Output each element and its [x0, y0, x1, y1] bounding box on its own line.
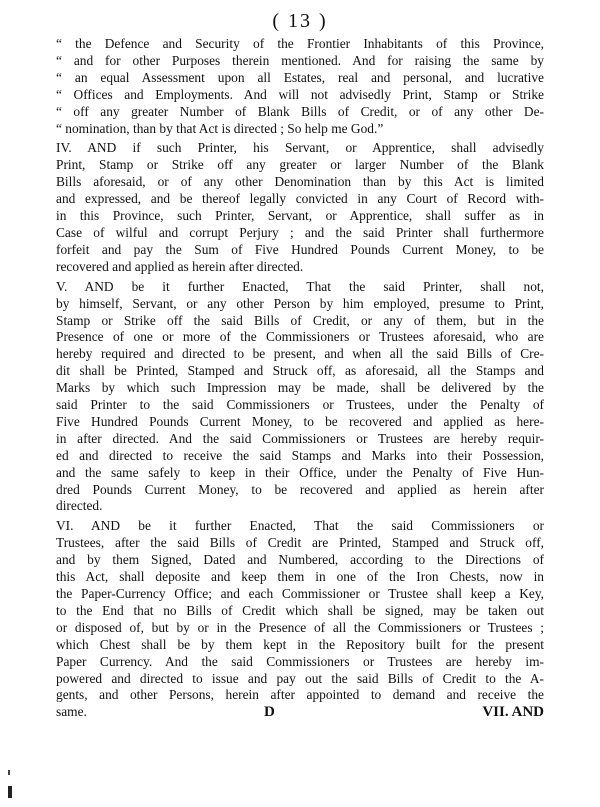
body-text [56, 36, 544, 721]
text-line: or disposed of, but by or in the Presence of all the Commissioners or Trustees ; [56, 619, 544, 635]
ink-speck [8, 770, 10, 775]
text-line: “ Offices and Employments. And will not advisedly Print, Stamp or Strike [56, 86, 544, 102]
page-footer [56, 704, 544, 726]
signature-mark: D [264, 704, 275, 720]
section-v-heading-line: V. AND be it further Enacted, That the said Printer, shall not, [56, 278, 544, 294]
text-line: Marks by which such Impression may be made, shall be delivered by the [56, 380, 544, 396]
section-vi-heading-line: VI. AND be it further Enacted, That the said Commissioners or [56, 518, 544, 534]
page-number: ( 13 ) [272, 10, 328, 32]
text-line: and the same safely to keep in their Office, under the Penalty of Five Hun- [56, 464, 544, 480]
text-line: to the End that no Bills of Credit which shall be signed, may be taken out [56, 602, 544, 618]
text-line: by himself, Servant, or any other Person by him employed, presume to Print, [56, 295, 544, 311]
catchword: VII. AND [482, 704, 544, 720]
text-line: Trustees, after the said Bills of Credit are Printed, Stamped and Struck off, [56, 535, 544, 551]
text-line: ed and directed to receive the said Stamps and Marks into their Possession, [56, 447, 544, 463]
text-line: Print, Stamp or Strike off any greater or larger Number of the Blank [56, 157, 544, 173]
text-line: same. [56, 704, 87, 720]
text-line: Presence of one or more of the Commissioners or Trustees aforesaid, who are [56, 329, 544, 345]
text-line: powered and directed to issue and pay out the said Bills of Credit to the A- [56, 670, 544, 686]
text-line: gents, and other Persons, herein after appointed to demand and receive the [56, 687, 544, 703]
text-line: and expressed, and be thereof legally convicted in any Court of Record with- [56, 191, 544, 207]
text-line: dred Pounds Current Money, to be recovered and applied as herein after [56, 481, 544, 497]
text-line: Stamp or Strike off the said Bills of Credit, or any of them, but in the [56, 312, 544, 328]
text-line: which Chest shall be by them kept in the Repository built for the present [56, 636, 544, 652]
text-line: “ and for other Purposes therein mentioned. And for raising the same by [56, 52, 544, 68]
text-line: “ nomination, than by that Act is directed ; So help me God.” [56, 120, 384, 136]
text-line: Five Hundred Pounds Current Money, to be recovered and applied as here- [56, 413, 544, 429]
text-line: Bills aforesaid, or of any other Denomination than by this Act is limited [56, 174, 544, 190]
text-line: hereby required and directed to be present, and when all the said Bills of Cre- [56, 346, 544, 362]
text-line: Paper Currency. And the said Commissioners or Trustees are hereby im- [56, 653, 544, 669]
text-line: in this Province, such Printer, Servant, or Apprentice, shall suffer as in [56, 208, 544, 224]
text-line: dit shall be Printed, Stamped and Struck off, as aforesaid, all the Stamps and [56, 363, 544, 379]
binding-mark [8, 786, 12, 798]
text-line: this Act, shall deposite and keep them in one of the Iron Chests, now in [56, 569, 544, 585]
section-iv-heading-line: IV. AND if such Printer, his Servant, or Apprentice, shall advisedly [56, 140, 544, 156]
text-line: Case of wilful and corrupt Perjury ; and the said Printer shall furthermore [56, 224, 544, 240]
text-line: and by them Signed, Dated and Numbered, according to the Directions of [56, 552, 544, 568]
text-line: forfeit and pay the Sum of Five Hundred Pounds Current Money, to be [56, 241, 544, 257]
text-line: “ the Defence and Security of the Frontier Inhabitants of this Province, [56, 36, 544, 51]
text-line: recovered and applied as herein after directed. [56, 258, 304, 274]
text-line: the Paper-Currency Office; and each Commissioner or Trustee shall keep a Key, [56, 586, 544, 601]
text-line: directed. [56, 498, 103, 514]
text-line: said Printer to the said Commissioners or Trustees, under the Penalty of [56, 397, 544, 413]
text-line: “ an equal Assessment upon all Estates, real and personal, and lucrative [56, 69, 544, 85]
text-line: “ off any greater Number of Blank Bills of Credit, or of any other De- [56, 103, 544, 119]
text-line: in after directed. And the said Commissioners or Trustees are hereby requir- [56, 430, 544, 446]
